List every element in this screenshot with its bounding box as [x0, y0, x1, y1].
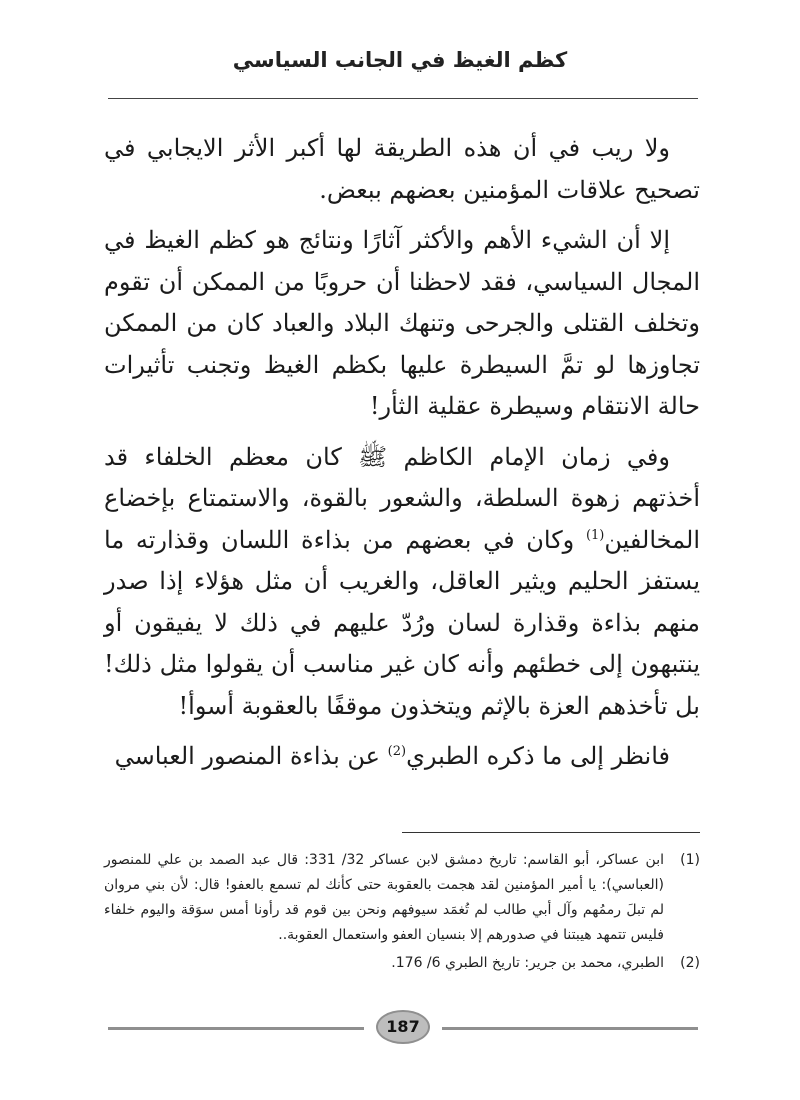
footnote-text: ابن عساكر، أبو القاسم: تاريخ دمشق لابن عساكر 32/ 331: قال عبد الصمد بن علي للمنصور (العباسي): يا أمير المؤمنين لقد هجمت بالعقوبة حتى كأنك لم تسمع بالعفو! قال: لأن بني مروان لم تبلَ رممُهم وآل أبي طالب لم تُغمَد سيوفهم ونحن بين قوم قد رأونا أمس سوَقة واليوم خلفاء فليس تتمهد هيبتنا في صدورهم إلا بنسيان العفو واستعمال العقوبة.. — [104, 852, 664, 943]
paragraph-2: إلا أن الشيء الأهم والأكثر آثارًا ونتائج هو كظم الغيظ في المجال السياسي، فقد لاحظنا أن حروبًا من الممكن أن تقوم وتخلف القتلى والجرحى وتنهك البلاد والعباد كان من الممكن تجاوزها لو تمَّ السيطرة عليها بكظم الغيظ وتجنب تأثيرات حالة الانتقام وسيطرة عقلية الثأر! — [104, 226, 700, 420]
footnote-separator — [402, 832, 700, 833]
main-text — [104, 128, 700, 787]
paragraph-4 — [104, 736, 700, 778]
footnote-number: (2) — [680, 955, 700, 971]
running-header-title: كظم الغيظ في الجانب السياسي — [232, 48, 568, 72]
footnote-1 — [104, 848, 700, 948]
footnote-number: (1) — [680, 852, 700, 868]
ornament-line-right — [442, 1027, 698, 1030]
header-rule — [108, 98, 698, 99]
footnote-ref-2[interactable]: (2) — [387, 744, 407, 759]
paragraph-4-part-a: فانظر إلى ما ذكره الطبري — [406, 742, 670, 770]
paragraph-3 — [104, 437, 700, 728]
footnote-ref-1[interactable]: (1) — [585, 527, 605, 543]
ornament-line-left — [108, 1027, 364, 1030]
paragraph-4-part-b: عن بذاءة المنصور العباسي — [114, 742, 388, 770]
page-number-ornament — [108, 1008, 698, 1048]
footnote-text: الطبري، محمد بن جرير: تاريخ الطبري 6/ 176. — [391, 955, 664, 971]
paragraph-3-part-b: وكان في بعضهم من بذاءة اللسان وقذارته ما يستفز الحليم ويثير العاقل، والغريب أن مثل هؤلاء إذا صدر منهم بذاءة وقذارة لسان ورُدّ عليهم في ذلك لا يفيقون أو ينتبهون إلى خطئهم وأنه كان غير مناسب أن يقولوا مثل ذلك! بل تأخذهم العزة بالإثم ويتخذون موقفًا بالعقوبة أسوأ! — [104, 525, 700, 720]
footnote-2 — [104, 951, 700, 976]
paragraph-1: ولا ريب في أن هذه الطريقة لها أكبر الأثر الايجابي في تصحيح علاقات المؤمنين بعضهم ببعض. — [104, 134, 700, 204]
footnotes — [104, 848, 700, 979]
paragraph-3-part-a: وفي زمان الإمام الكاظم ﷺ كان معظم الخلفاء قد أخذتهم زهوة السلطة، والشعور بالقوة، والاستمتاع بإخضاع المخالفين — [104, 442, 700, 554]
page-number: 187 — [376, 1010, 430, 1044]
